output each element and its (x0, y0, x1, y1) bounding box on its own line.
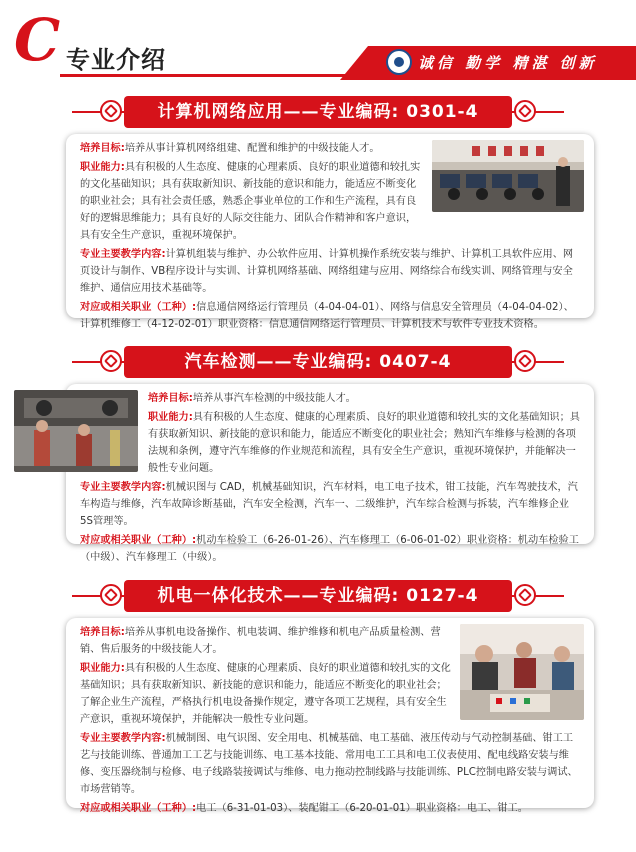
section-title: 汽车检测——专业编码: 0407-4 (124, 346, 512, 378)
ability-label: 职业能力: (148, 412, 193, 423)
goal-label: 培养目标: (80, 627, 125, 638)
jobs-paragraph (80, 800, 580, 817)
section-bar-network (0, 92, 636, 132)
section-bar-mechatronics (0, 576, 636, 616)
courses-text: 计算机组装与维护、办公软件应用、计算机操作系统安装与维护、计算机工具软件应用、网页设计与制作、VB程序设计与实训、计算机网络基础、网络组建与应用、网络综合布线实训、网络管理与安全维护、通信应用技术基础等。 (80, 249, 574, 294)
lab-photo (460, 624, 584, 720)
header-divider (60, 74, 360, 77)
courses-label: 专业主要教学内容: (80, 733, 166, 744)
page-header (0, 0, 636, 86)
courses-text: 机械识图与 CAD，机械基础知识，汽车材料，电工电子技术，钳工技能，汽车驾驶技术，汽车构造与维修，汽车故障诊断基础，汽车安全检测，汽车一、二级维护，汽车综合检测与拆装，汽车维修企业5S管理等。 (80, 482, 578, 527)
school-logo-icon (386, 49, 412, 75)
school-motto: 诚信 勤学 精湛 创新 (418, 54, 598, 72)
goal-text: 培养从事机电设备操作、机电装调、维护维修和机电产品质量检测、营销、售后服务的中级技能人才。 (80, 627, 441, 655)
section-title: 机电一体化技术——专业编码: 0127-4 (124, 580, 512, 612)
jobs-paragraph (80, 532, 580, 566)
courses-paragraph (80, 730, 580, 798)
goal-label: 培养目标: (148, 393, 193, 404)
ability-paragraph (80, 409, 580, 477)
courses-label: 专业主要教学内容: (80, 482, 166, 493)
courses-label: 专业主要教学内容: (80, 249, 166, 260)
ability-text: 具有积极的人生态度、健康的心理素质、良好的职业道德和较扎实的文化基础知识；具有获取新知识、新技能的意识和能力，能适应不断变化的职业社会；了解企业生产流程，严格执行机电设备操作规定，遵守各项工艺规程，具有安全生产意识，重视环境保护，并能解决一般性专业问题。 (80, 663, 451, 725)
goal-text: 培养从事计算机网络组建、配置和维护的中级技能人才。 (124, 143, 380, 154)
ornament-icon (514, 350, 536, 372)
section-card-auto (66, 384, 594, 563)
auto-repair-photo (14, 390, 138, 472)
classroom-photo (432, 140, 584, 212)
jobs-text: 电工（6-31-01-03）、装配钳工（6-20-01-01）职业资格：电工、钳工。 (196, 803, 528, 814)
jobs-text: 信息通信网络运行管理员（4-04-04-01）、网络与信息安全管理员（4-04-04-02）、计算机维修工（4-12-02-01）职业资格：信息通信网络运行管理员、计算机技术与软件专业技术资格。 (80, 302, 574, 330)
section-bar-auto (0, 342, 636, 382)
jobs-paragraph (80, 299, 580, 333)
ability-label: 职业能力: (80, 663, 125, 674)
courses-paragraph (80, 246, 580, 297)
jobs-label: 对应或相关职业（工种）: (80, 803, 197, 814)
ornament-icon (100, 100, 122, 122)
ornament-icon (100, 584, 122, 606)
courses-paragraph (80, 479, 580, 530)
ability-text: 具有积极的人生态度、健康的心理素质、良好的职业道德和较扎实的文化基础知识；具有获取新知识、新技能的意识和能力，能适应不断变化的职业社会；具有社会责任感，熟悉企事业单位的工作和生产流程，具有良好的逻辑思维能力；具有良好的人际交往能力、团队合作精神和客户意识，具有安全生产意识，重视环境保护。 (80, 162, 421, 241)
ability-text: 具有积极的人生态度、健康的心理素质、良好的职业道德和较扎实的文化基础知识；具有获取新知识、新技能的意识和能力，能适应不断变化的职业社会；熟知汽车维修与检测的各项法规和条例，遵守汽车维修的作业规范和流程，具有安全生产意识，重视环境保护，并能解决一般性专业问题。 (148, 412, 580, 474)
section-title: 计算机网络应用——专业编码: 0301-4 (124, 96, 512, 128)
jobs-label: 对应或相关职业（工种）: (80, 302, 197, 313)
goal-label: 培养目标: (80, 143, 125, 154)
ornament-icon (514, 100, 536, 122)
jobs-label: 对应或相关职业（工种）: (80, 535, 197, 546)
courses-text: 机械制图、电气识图、安全用电、机械基础、电工基础、液压传动与气动控制基础、钳工工艺与技能训练、普通加工工艺与技能训练、电工基本技能、常用电工工具和电工仪表使用、配电线路安装与维修、变压器绕制与检修、电子线路装接调试与维修、电力拖动控制线路与技能训练、PLC控制电路安装与调试、市场营销等。 (80, 733, 578, 795)
goal-paragraph (80, 390, 580, 407)
section-card-network (66, 134, 594, 330)
page-title: 专业介绍 (66, 46, 166, 74)
jobs-text: 机动车检验工（6-26-01-26）、汽车修理工（6-06-01-02）职业资格：机动车检验工（中级）、汽车修理工（中级）。 (80, 535, 579, 563)
ornament-icon (100, 350, 122, 372)
ornament-icon (514, 584, 536, 606)
goal-text: 培养从事汽车检测的中级技能人才。 (192, 393, 356, 404)
chapter-letter: C (14, 6, 61, 74)
section-card-mechatronics (66, 618, 594, 814)
ability-label: 职业能力: (80, 162, 125, 173)
